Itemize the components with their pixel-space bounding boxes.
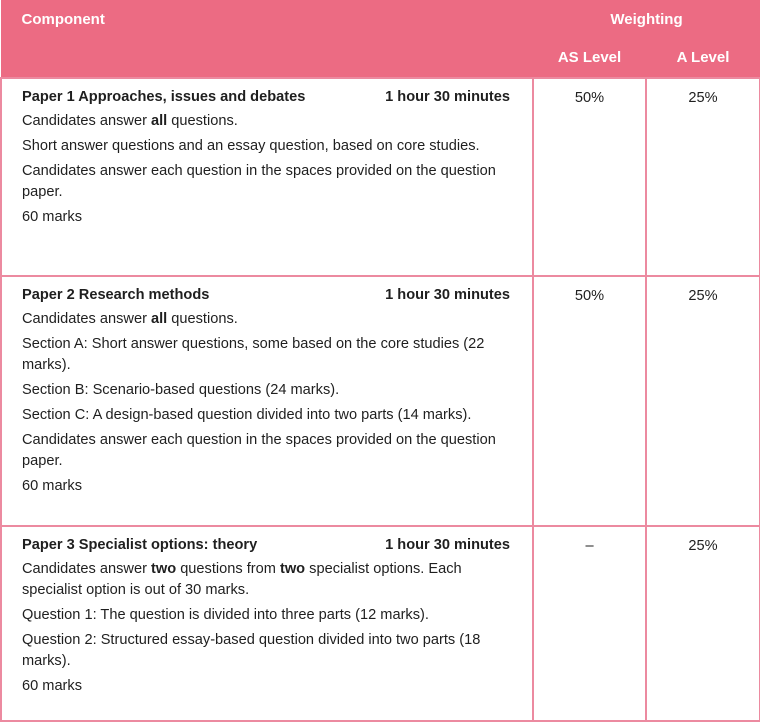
instruction-emphasis: all: [151, 311, 168, 327]
paper-title-line: [22, 285, 518, 306]
component-cell: [1, 276, 533, 526]
weighting-header: Weighting: [533, 1, 760, 38]
paper-description: Short answer questions and an essay question, based on core studies.: [22, 138, 480, 154]
instruction-text: Candidates answer: [22, 113, 151, 129]
as-level-weighting: 50%: [533, 276, 646, 526]
paper-description: Candidates answer each question in the spaces provided on the question paper.: [22, 163, 496, 200]
subheader-row: [1, 38, 760, 79]
paper-description: Question 1: The question is divided into three parts (12 marks).: [22, 607, 429, 623]
paper-title: Paper 2 Research methods: [22, 287, 210, 303]
paper-marks: 60 marks: [22, 678, 83, 694]
instruction-text: questions from: [176, 561, 280, 577]
header-row: [1, 1, 760, 38]
a-level-weighting: 25%: [646, 276, 760, 526]
as-level-weighting: –: [533, 526, 646, 721]
instruction-emphasis: two: [151, 561, 177, 577]
instruction-text: Candidates answer: [22, 561, 151, 577]
table-row: [1, 78, 760, 276]
instruction-text: questions.: [167, 311, 238, 327]
paper-description: Section A: Short answer questions, some based on the core studies (22 marks).: [22, 336, 485, 373]
instruction-emphasis: two: [279, 561, 306, 577]
paper-description: Section B: Scenario-based questions (24 marks).: [22, 382, 340, 398]
instruction-text: Candidates answer: [22, 311, 151, 327]
a-level-weighting: 25%: [646, 78, 760, 276]
a-level-weighting: 25%: [646, 526, 760, 721]
instruction-emphasis: all: [151, 113, 168, 129]
component-header-blank: [1, 38, 533, 79]
a-level-header: A Level: [646, 38, 760, 79]
component-cell: [1, 526, 533, 721]
paper-duration: 1 hour 30 minutes: [385, 89, 510, 105]
paper-duration: 1 hour 30 minutes: [385, 287, 510, 303]
table-row: [1, 276, 760, 526]
paper-description: Question 2: Structured essay-based question divided into two parts (18 marks).: [22, 632, 481, 669]
paper-title-line: [22, 535, 518, 556]
instruction-text: specialist options. Each specialist option is out of 30 marks.: [22, 561, 462, 598]
component-cell: [1, 78, 533, 276]
paper-description: Candidates answer each question in the spaces provided on the question paper.: [22, 432, 496, 469]
as-level-header: AS Level: [533, 38, 646, 79]
as-level-weighting: 50%: [533, 78, 646, 276]
table-row: [1, 526, 760, 721]
paper-description: Section C: A design-based question divided into two parts (14 marks).: [22, 407, 472, 423]
paper-title: Paper 3 Specialist options: theory: [22, 537, 258, 553]
paper-duration: 1 hour 30 minutes: [385, 537, 510, 553]
paper-title: Paper 1 Approaches, issues and debates: [22, 89, 306, 105]
paper-marks: 60 marks: [22, 209, 83, 225]
component-header: Component: [1, 1, 533, 38]
paper-marks: 60 marks: [22, 478, 83, 494]
paper-instruction: [22, 309, 518, 330]
paper-instruction: [22, 111, 518, 132]
instruction-text: questions.: [167, 113, 238, 129]
paper-title-line: [22, 87, 518, 108]
paper-instruction: [22, 559, 518, 601]
